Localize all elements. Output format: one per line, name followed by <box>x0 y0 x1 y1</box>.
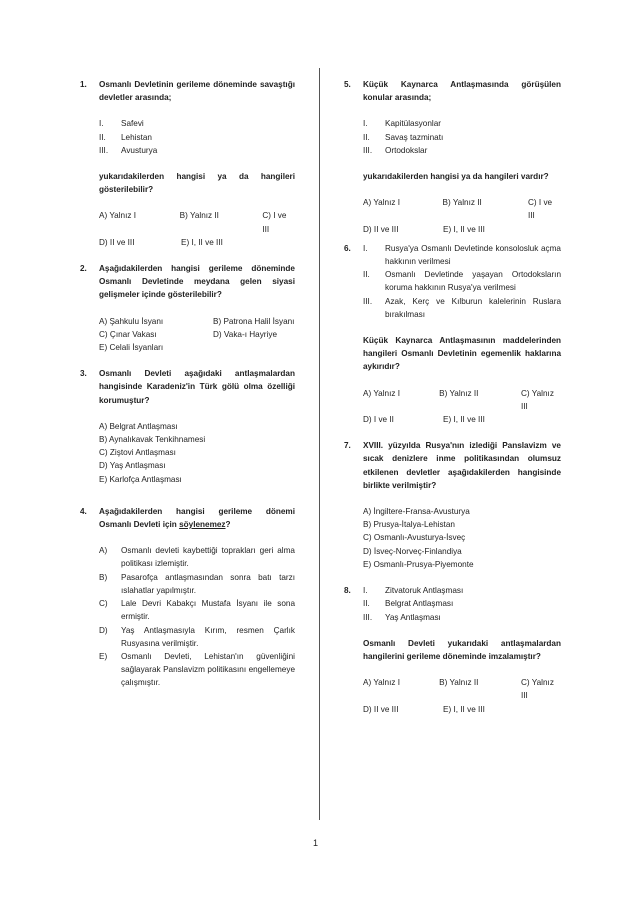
question-stem: Osmanlı Devletinin gerileme döneminde savaştığı devletler arasında; <box>99 80 295 103</box>
answer-option-d[interactable]: D) Vaka-ı Hayriye <box>213 329 277 339</box>
answer-option-a[interactable]: A) İngiltere-Fransa-Avusturya <box>363 507 470 517</box>
roman-item: II. Belgrat Antlaşması <box>363 599 454 609</box>
answer-option-b[interactable]: B) Yalnız II <box>179 211 219 221</box>
answer-option-c[interactable]: C) Yalnız III <box>521 678 554 701</box>
answer-option-e[interactable]: E) I, II ve III <box>443 704 485 714</box>
roman-item: I. Rusya'ya Osmanlı Devletinde konsolosluk açma hakkının verilmesi <box>363 243 561 267</box>
question-6 <box>345 242 561 426</box>
question-number: 3. <box>80 369 87 379</box>
page-number: 1 <box>313 838 319 848</box>
roman-item: I. Zitvatoruk Antlaşması <box>363 586 464 596</box>
question-number: 8. <box>344 586 351 596</box>
roman-item: II. Lehistan <box>99 132 152 142</box>
question-number: 7. <box>344 441 351 451</box>
answer-option-c[interactable]: C) I ve III <box>527 198 553 221</box>
question-prompt: yukarıdakilerden hangisi ya da hangileri vardır? <box>363 172 549 182</box>
answer-option-e[interactable]: E) Celali İsyanları <box>99 343 164 353</box>
question-number: 1. <box>80 80 87 89</box>
answer-option-b[interactable]: B) Pasarofça antlaşmasından sonra batı tarzı ıslahatlar yapılmıştır. <box>99 572 295 595</box>
right-column <box>345 78 561 716</box>
question-prompt: yukarıdakilerden hangisi ya da hangileri gösterilebilir? <box>99 172 295 195</box>
answer-option-d[interactable]: D) II ve III <box>363 704 399 714</box>
question-prompt: Osmanlı Devleti yukarıdaki antlaşmalardan hangilerini gerileme döneminde imzalamıştır? <box>363 638 561 661</box>
question-7 <box>345 439 561 571</box>
left-column <box>81 78 295 690</box>
answer-option-b[interactable]: B) Yalnız II <box>442 198 482 208</box>
roman-item: I. Safevi <box>99 119 144 129</box>
underlined-word: söylenemez <box>179 520 226 530</box>
answer-option-c[interactable]: C) Ziştovi Antlaşması <box>99 448 176 458</box>
answer-option-a[interactable]: A) Yalnız I <box>363 678 401 688</box>
roman-item: III. Yaş Antlaşması <box>363 612 441 622</box>
roman-item: I. Kapitülasyonlar <box>363 119 441 129</box>
roman-item: III. Ortodokslar <box>363 145 428 155</box>
question-number: 5. <box>344 80 351 89</box>
answer-option-e[interactable]: E) I, II ve III <box>443 224 485 234</box>
answer-option-b[interactable]: B) Aynalıkavak Tenkihnamesi <box>99 435 206 445</box>
answer-option-a[interactable]: A) Yalnız I <box>363 198 401 208</box>
question-2 <box>81 262 295 354</box>
question-prompt: Küçük Kaynarca Antlaşmasının maddelerinden hangileri Osmanlı Devletinin egemenlik haklarına aykırıdır? <box>363 336 561 372</box>
answer-option-b[interactable]: B) Yalnız II <box>439 678 479 688</box>
answer-option-e[interactable]: E) Osmanlı Devleti, Lehistan'ın güvenliğini sağlayarak Panslavizm politikasını engellemeye çalışmıştır. <box>99 651 295 688</box>
answer-option-c[interactable]: C) Yalnız III <box>521 388 554 411</box>
answer-option-c[interactable]: C) Çınar Vakası <box>99 329 157 339</box>
answer-option-d[interactable]: D) Yaş Antlaşması <box>99 461 166 471</box>
answer-option-c[interactable]: C) I ve III <box>262 211 287 234</box>
answer-option-d[interactable]: D) I ve II <box>363 415 394 425</box>
answer-option-b[interactable]: B) Prusya-İtalya-Lehistan <box>363 520 455 530</box>
roman-item: III. Azak, Kerç ve Kılburun kalelerinin Ruslara bırakılması <box>363 296 561 319</box>
answer-option-a[interactable]: A) Yalnız I <box>363 388 401 398</box>
question-stem: Aşağıdakilerden hangisi gerileme dönemi Osmanlı Devleti için söylenemez? <box>99 506 295 530</box>
answer-option-a[interactable]: A) Belgrat Antlaşması <box>99 421 178 431</box>
answer-option-e[interactable]: E) I, II ve III <box>443 415 485 425</box>
question-3 <box>81 367 295 486</box>
question-1 <box>81 78 295 249</box>
answer-option-d[interactable]: D) II ve III <box>99 237 135 247</box>
answer-option-a[interactable]: A) Osmanlı devleti kaybettiği toprakları geri alma politikası izlemiştir. <box>99 546 295 569</box>
answer-option-d[interactable]: D) Yaş Antlaşmasıyla Kırım, resmen Çarlık Rusyasına verilmiştir. <box>99 625 295 648</box>
question-number: 4. <box>80 506 87 516</box>
question-number: 2. <box>80 264 87 274</box>
answer-option-e[interactable]: E) I, II ve III <box>181 237 223 247</box>
question-stem: XVIII. yüzyılda Rusya'nın izlediği Panslavizm ve sıcak denizlere inme politikasından olumsuz etkilenen devletler aşağıdakilerden hangisinde birlikte verilmiştir? <box>363 441 561 490</box>
roman-item: II. Osmanlı Devletinde yaşayan Ortodoksların koruma hakkının Rusya'ya verilmesi <box>363 270 561 293</box>
roman-item: II. Savaş tazminatı <box>363 132 444 142</box>
answer-option-b[interactable]: B) Yalnız II <box>439 388 479 398</box>
answer-option-b[interactable]: B) Patrona Halil İsyanı <box>213 316 295 326</box>
answer-option-c[interactable]: C) Lale Devri Kabakçı Mustafa İsyanı ile sona ermiştir. <box>99 599 295 622</box>
answer-option-d[interactable]: D) İsveç-Norveç-Finlandiya <box>363 546 462 556</box>
answer-option-c[interactable]: C) Osmanlı-Avusturya-İsveç <box>363 533 466 543</box>
question-stem: Küçük Kaynarca Antlaşmasında görüşülen konular arasında; <box>363 80 561 103</box>
answer-option-e[interactable]: E) Osmanlı-Prusya-Piyemonte <box>363 559 474 569</box>
column-divider <box>319 68 320 820</box>
answer-option-e[interactable]: E) Karlofça Antlaşması <box>99 474 182 484</box>
question-stem: Osmanlı Devleti aşağıdaki antlaşmalardan hangisinde Karadeniz'in Türk gölü olma özelliği korumuştur? <box>99 369 295 405</box>
answer-option-a[interactable]: A) Şahkulu İsyanı <box>99 316 164 326</box>
question-stem: Aşağıdakilerden hangisi gerileme döneminde Osmanlı Devletinde meydana gelen siyasi gelişmeler içinde gösterilebilir? <box>99 264 295 300</box>
question-4 <box>81 505 295 690</box>
answer-option-d[interactable]: D) II ve III <box>363 224 399 234</box>
question-5 <box>345 78 561 236</box>
answer-option-a[interactable]: A) Yalnız I <box>99 211 137 221</box>
question-number: 6. <box>344 243 351 253</box>
question-8 <box>345 584 561 716</box>
roman-item: III. Avusturya <box>99 145 158 155</box>
